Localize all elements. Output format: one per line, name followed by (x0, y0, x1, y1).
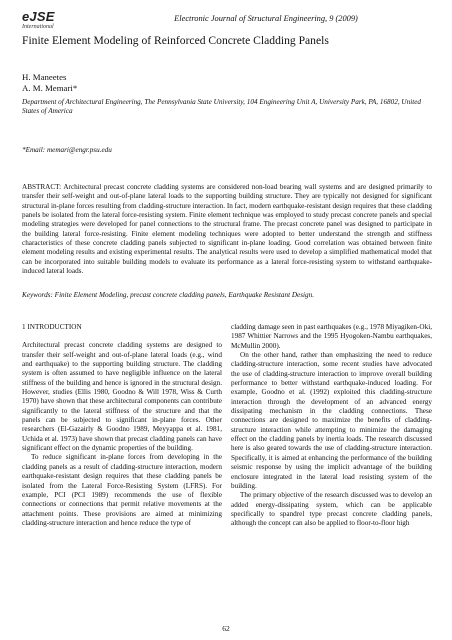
paragraph: The primary objective of the research discussed was to develop an added energy-dissipating system, which can be applicable specifically to spandrel type precast concrete cladding panels, although the concept can also be applied to floor-to-floor high (231, 491, 432, 528)
author-name: A. M. Memari* (22, 83, 78, 93)
left-column (22, 323, 222, 528)
paper-title: Finite Element Modeling of Reinforced Concrete Cladding Panels (22, 34, 329, 47)
section-heading: 1 INTRODUCTION (22, 323, 82, 331)
logo-mark: eJSE (22, 9, 55, 24)
paragraph: Architectural precast concrete cladding systems are designed to transfer their self-weight and out-of-plane lateral loads (e.g., wind and earthquake) to the supporting building structure. The cladding system is often assumed to have negligible influence on the lateral stiffness of the building and hence is ignored in the structural design. However, studies (Ellis 1980, Goodno & Will 1978, Wiss & Curth 1970) have shown that these architectural components can contribute significantly to the lateral stiffness of the structure and that the panels can be subjected to significant in-plane forces. Other researchers (El-Gazairly & Goodno 1989, Meyyappa et al. 1981, Uchida et al. 1973) have shown that precast cladding panels can have significant effect on the dynamic properties of the building. (22, 341, 222, 453)
keywords: Keywords: Finite Element Modeling, precast concrete cladding panels, Earthquake Resistant Design. (22, 291, 315, 299)
abstract: ABSTRACT: Architectural precast concrete cladding systems are considered non-load bearing wall systems and are designed primarily to transfer their self-weight and out-of-plane lateral loads to the supporting building structure. They are typically not designed for significant structural in-plane forces resulting from cladding-structure interaction. In fact, modern earthquake-resistant design requires that these cladding panels be isolated from the lateral force-resisting system. Finite element technique was employed to study precast concrete panels and special modeling strategies were developed for panel connections to the structural frame. The precast concrete panel was designed to participate in the building lateral force-resisting. Finite element modeling techniques were adopted to better understand the strength and stiffness characteristics of these concrete cladding panels subjected to significant in-plane loading. Good correlation was obtained between finite element modeling results and existing experimental results. The analytical results were used to develop a simplified mathematical model that can be incorporated into suitable building models to evaluate its performance as a lateral force-resisting system to withstand earthquake-induced lateral loads. (22, 183, 432, 276)
logo-subtitle: International (22, 24, 54, 30)
contact-email: *Email: memari@engr.psu.edu (22, 146, 112, 154)
right-column (231, 323, 432, 529)
journal-header: Electronic Journal of Structural Engineering, 9 (2009) (174, 14, 358, 23)
author-list (22, 72, 442, 94)
paragraph: On the other hand, rather than emphasizing the need to reduce cladding-structure interaction, some recent studies have advocated the use of cladding-structure interaction to improve overall building performance to better withstand earthquake-induced loading. For example, Goodno et al. (1992) exploited this cladding-structure interaction through the development of an advanced energy dissipating mechanism in the cladding connections. These connections are designed to maximize the benefits of cladding-structure interaction while attempting to minimize the damaging effect on the cladding panels by inertia loads. The research discussed here is also geared towards the use of cladding-structure interaction. Specifically, it is aimed at enhancing the performance of the building seismic response by using the implicit advantage of the building enclosure integrated in the lateral load resisting system of the building. (231, 351, 432, 490)
paragraph: cladding damage seen in past earthquakes (e.g., 1978 Miyagiken-Oki, 1987 Whittier Narrows and the 1995 Hyogoken-Nambu earthquakes, McMullin 2000). (231, 323, 432, 350)
affiliation: Department of Architectural Engineering, The Pennsylvania State University, 104 Engineering Unit A, University Park, PA, 16802, United States of America (22, 98, 421, 115)
author-name: H. Maneetes (22, 72, 67, 82)
paragraph: To reduce significant in-plane forces from developing in the cladding panels as a result of cladding-structure interaction, modern earthquake-resistant design requires that these cladding panels be isolated from the Lateral Force-Resisting System (LFRS). For example, PCI (PCI 1989) recommends the use of flexible connections or connections that permit relative movements at the attachment points. These provisions are aimed at minimizing cladding-structure interaction and hence reduce the type of (22, 453, 222, 527)
page-number: 62 (222, 624, 230, 633)
